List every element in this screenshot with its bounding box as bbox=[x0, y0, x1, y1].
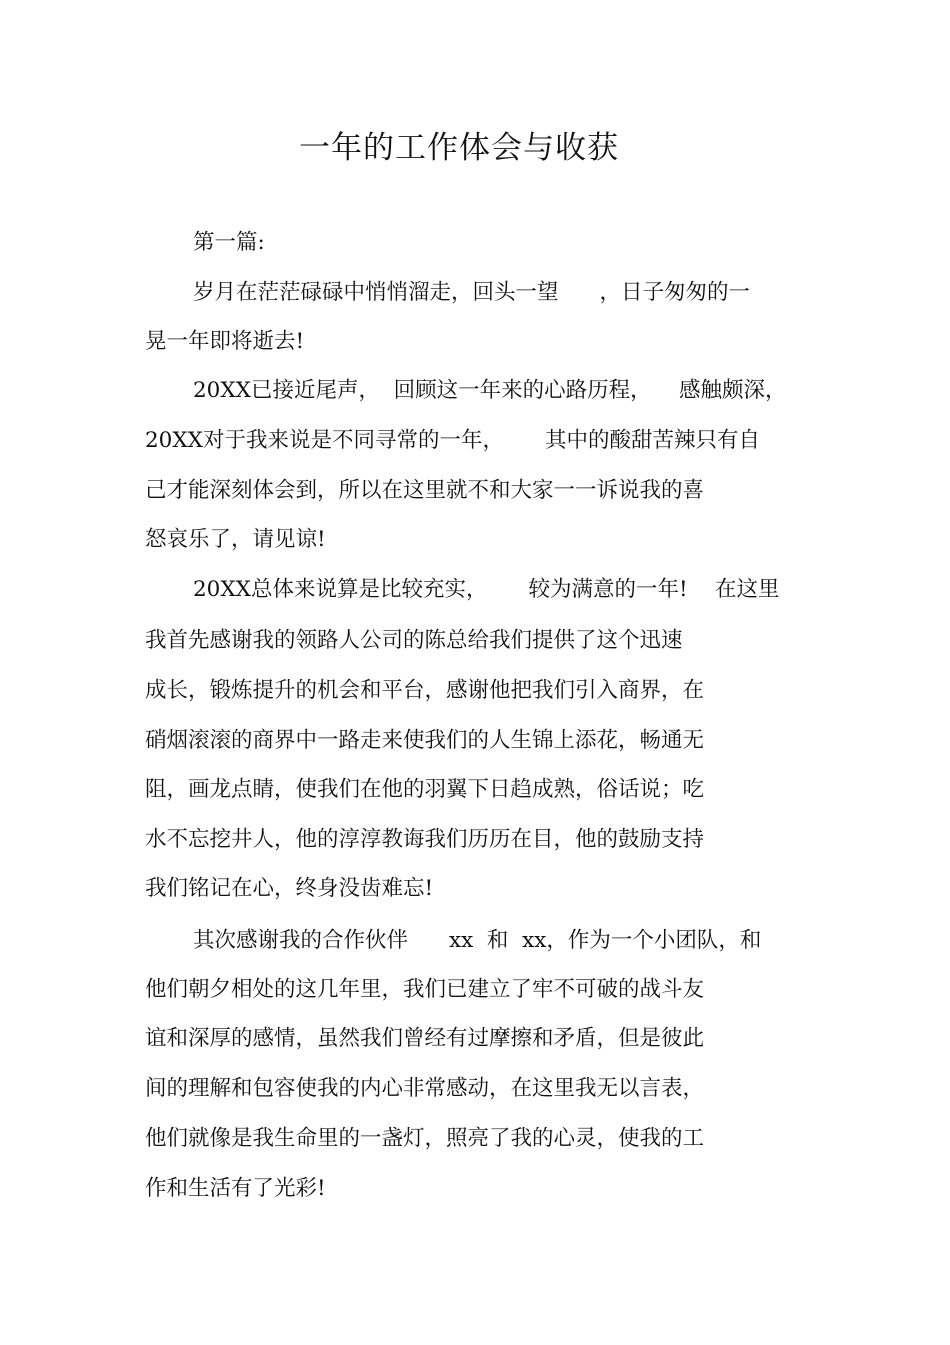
paragraph-line: 20XX对于我来说是不同寻常的一年， 其中的酸甜苦辣只有自 bbox=[145, 428, 760, 453]
paragraph-line: 作和生活有了光彩! bbox=[145, 1176, 326, 1201]
paragraph-line: 岁月在茫茫碌碌中悄悄溜走，回头一望 ，日子匆匆的一 bbox=[193, 280, 751, 305]
paragraph-line: 硝烟滚滚的商界中一路走来使我们的人生锦上添花，畅通无 bbox=[145, 728, 705, 753]
paragraph-line: 他们朝夕相处的这几年里，我们已建立了牢不可破的战斗友 bbox=[145, 977, 705, 1002]
paragraph-line: 谊和深厚的感情，虽然我们曾经有过摩擦和矛盾，但是彼此 bbox=[145, 1026, 705, 1051]
paragraph-line: 晃一年即将逝去! bbox=[145, 329, 305, 354]
paragraph-line: 间的理解和包容使我的内心非常感动，在这里我无以言表， bbox=[145, 1076, 705, 1101]
paragraph-line: 己才能深刻体会到，所以在这里就不和大家一一诉说我的喜 bbox=[145, 478, 705, 503]
section-heading: 第一篇: bbox=[193, 230, 265, 255]
paragraph-line: 20XX总体来说算是比较充实， 较为满意的一年! 在这里 bbox=[193, 577, 780, 602]
paragraph-line: 其次感谢我的合作伙伴 xx 和 xx，作为一个小团队，和 bbox=[193, 928, 762, 953]
paragraph-line: 阻，画龙点睛，使我们在他的羽翼下日趋成熟，俗话说；吃 bbox=[145, 777, 705, 802]
paragraph-line: 他们就像是我生命里的一盏灯，照亮了我的心灵，使我的工 bbox=[145, 1126, 705, 1151]
paragraph-line: 成长，锻炼提升的机会和平台，感谢他把我们引入商界，在 bbox=[145, 678, 705, 703]
paragraph-line: 我首先感谢我的领路人公司的陈总给我们提供了这个迅速 bbox=[145, 628, 683, 653]
paragraph-line: 水不忘挖井人，他的淳淳教诲我们历历在目，他的鼓励支持 bbox=[145, 827, 705, 852]
paragraph-line: 我们铭记在心，终身没齿难忘! bbox=[145, 876, 434, 901]
document-title: 一年的工作体会与收获 bbox=[299, 130, 619, 166]
paragraph-line: 20XX已接近尾声， 回顾这一年来的心路历程， 感触颇深， bbox=[193, 378, 787, 403]
paragraph-line: 怒哀乐了，请见谅! bbox=[145, 527, 326, 552]
